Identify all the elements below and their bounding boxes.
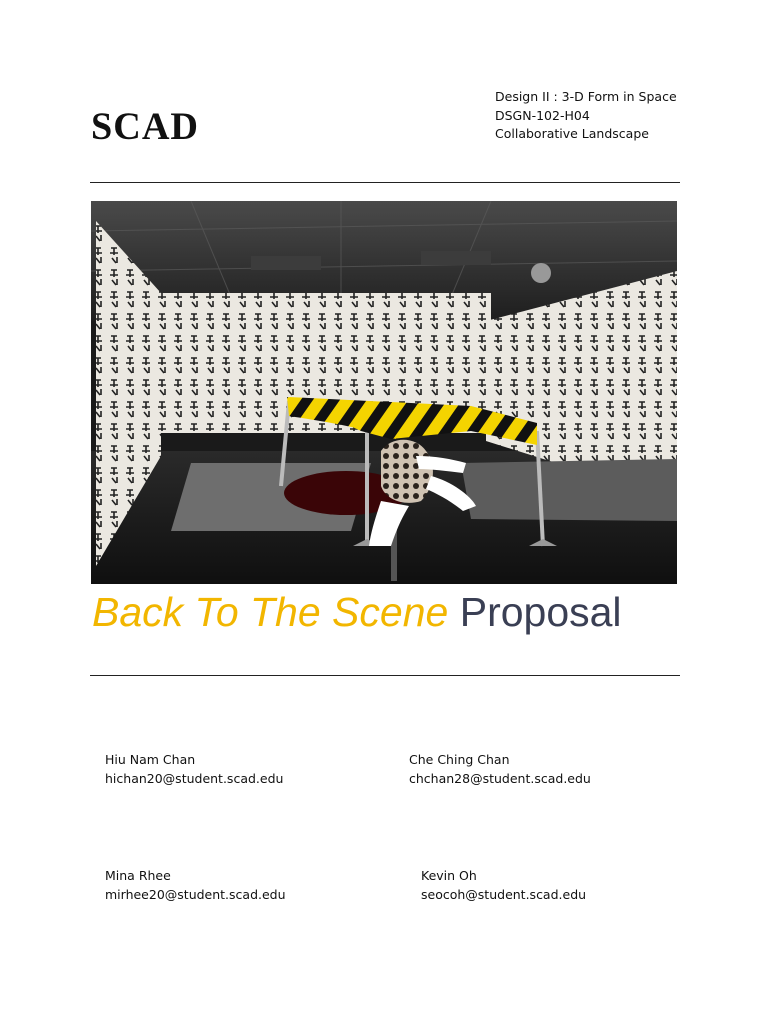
member-email: seocoh@student.scad.edu xyxy=(421,886,587,902)
member-name: Kevin Oh xyxy=(421,868,477,883)
course-title: Design II : 3-D Form in Space xyxy=(495,89,677,104)
course-info xyxy=(495,88,677,144)
member-1 xyxy=(105,751,283,788)
member-4 xyxy=(421,867,586,904)
bottom-divider xyxy=(90,675,680,676)
scad-logo: SCAD xyxy=(91,105,199,148)
title-accent: Back To The Scene xyxy=(92,589,449,635)
member-email: hichan20@student.scad.edu xyxy=(105,770,284,786)
cover-photo xyxy=(91,201,677,584)
title-plain: Proposal xyxy=(459,589,622,635)
member-name: Che Ching Chan xyxy=(409,752,510,767)
member-2 xyxy=(409,751,591,788)
course-code: DSGN-102-H04 xyxy=(495,107,590,123)
member-name: Hiu Nam Chan xyxy=(105,752,196,767)
course-project: Collaborative Landscape xyxy=(495,126,649,141)
member-3 xyxy=(105,867,286,904)
top-divider xyxy=(90,182,680,183)
member-email: mirhee20@student.scad.edu xyxy=(105,886,286,902)
document-title xyxy=(92,589,622,636)
member-name: Mina Rhee xyxy=(105,868,171,883)
member-email: chchan28@student.scad.edu xyxy=(409,770,591,786)
